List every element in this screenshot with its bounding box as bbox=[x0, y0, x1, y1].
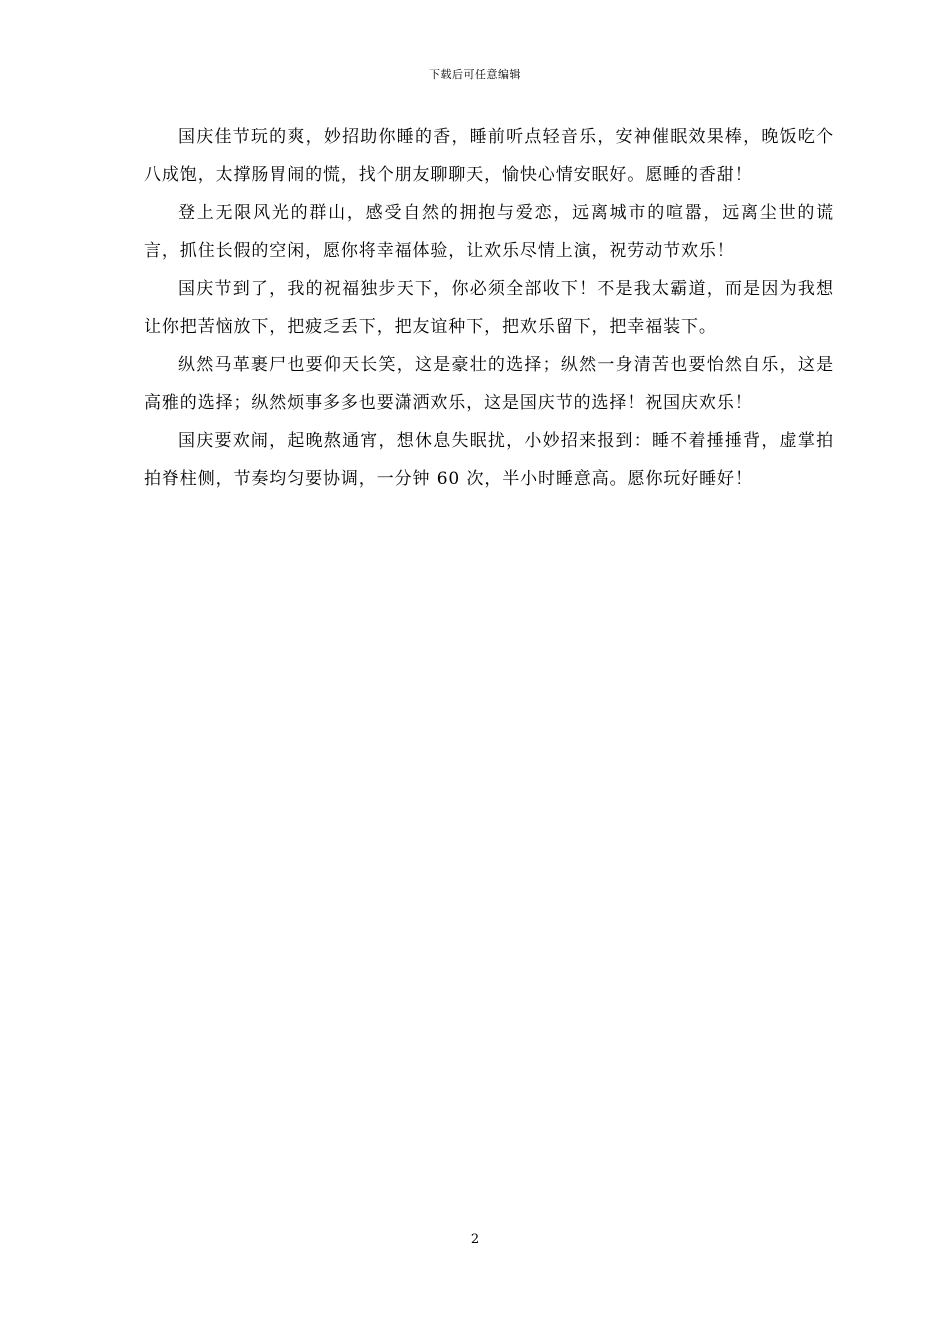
document-body bbox=[144, 118, 834, 498]
paragraph: 国庆节到了，我的祝福独步天下，你必须全部收下！不是我太霸道，而是因为我想让你把苦恼放下，把疲乏丢下，把友谊种下，把欢乐留下，把幸福装下。 bbox=[144, 279, 834, 337]
page-header: 下载后可任意编辑 bbox=[429, 68, 521, 81]
paragraph: 登上无限风光的群山，感受自然的拥抱与爱恋，远离城市的喧嚣，远离尘世的谎言，抓住长假的空闲，愿你将幸福体验，让欢乐尽情上演，祝劳动节欢乐！ bbox=[144, 203, 834, 261]
paragraph: 国庆要欢闹，起晚熬通宵，想休息失眠扰，小妙招来报到：睡不着捶捶背，虚掌拍拍脊柱侧，节奏均匀要协调，一分钟 60 次，半小时睡意高。愿你玩好睡好！ bbox=[144, 431, 834, 489]
page-number: 2 bbox=[470, 1232, 480, 1247]
paragraph: 国庆佳节玩的爽，妙招助你睡的香，睡前听点轻音乐，安神催眠效果棒，晚饭吃个八成饱，太撑肠胃闹的慌，找个朋友聊聊天，愉快心情安眠好。愿睡的香甜！ bbox=[144, 127, 834, 185]
paragraph: 纵然马革裹尸也要仰天长笑，这是豪壮的选择；纵然一身清苦也要怡然自乐，这是高雅的选择；纵然烦事多多也要潇洒欢乐，这是国庆节的选择！祝国庆欢乐！ bbox=[144, 355, 834, 413]
